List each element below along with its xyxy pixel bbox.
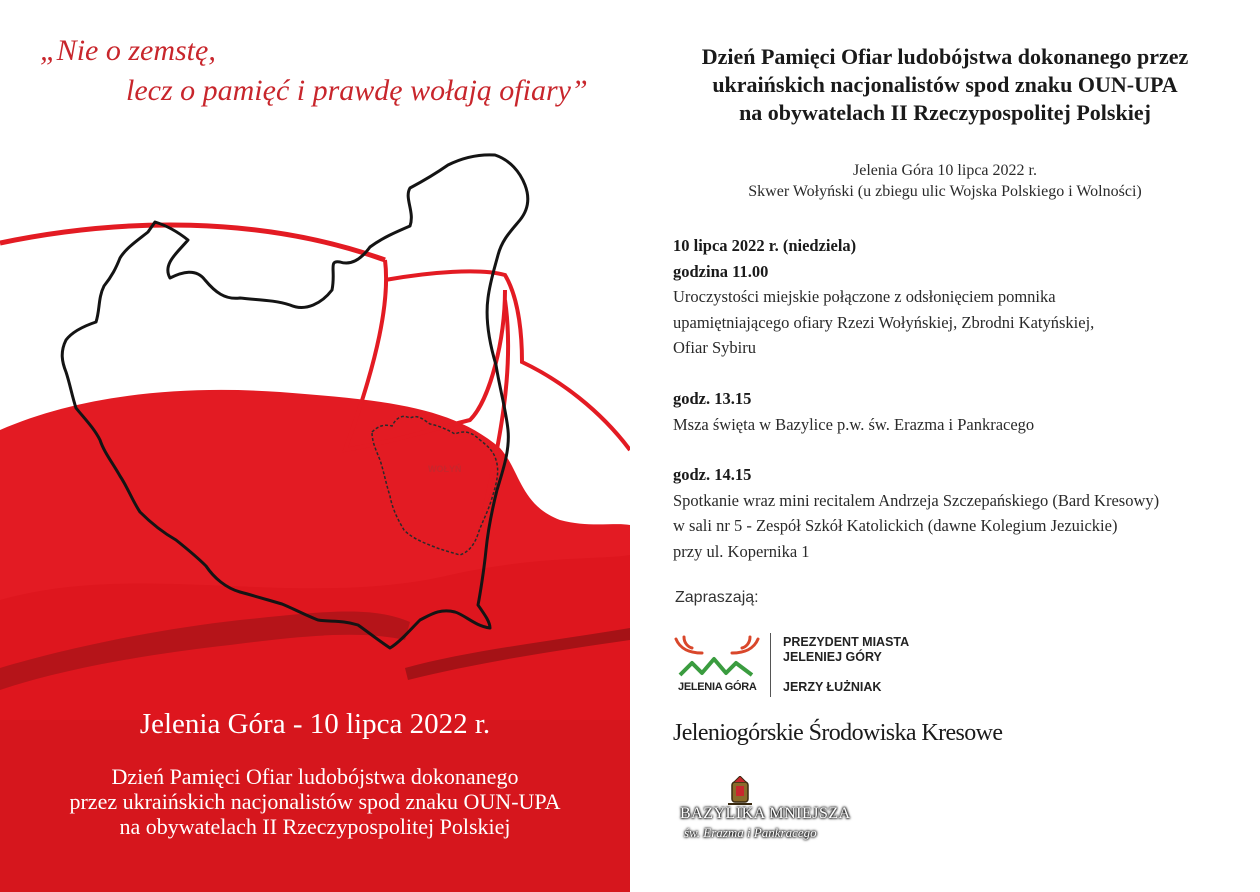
mayor-office-line: JELENIEJ GÓRY [783, 650, 882, 664]
schedule-date: 10 lipca 2022 r. (niedziela) [673, 236, 857, 255]
schedule-line: Msza święta w Bazylice p.w. św. Erazma i Pankracego [673, 414, 1035, 434]
schedule-line: Uroczystości miejskie połączone z odsłonięciem pomnika [673, 287, 1056, 306]
city-wordmark: JELENIA GÓRA [678, 681, 757, 693]
schedule-line: przy ul. Kopernika 1 [673, 541, 810, 561]
schedule-line: upamiętniającego ofiary Rzezi Wołyńskiej, Zbrodni Katyńskiej, [673, 312, 1095, 332]
map-region-label: WOŁYŃ [428, 464, 462, 474]
quote-line-2: lecz o pamięć i prawdę wołają ofiary” [126, 74, 588, 107]
poster-title-line: przez ukraińskich nacjonalistów spod znaku OUN-UPA [69, 789, 561, 814]
mayor-name: JERZY ŁUŻNIAK [783, 680, 882, 694]
event-place-date: Jelenia Góra 10 lipca 2022 r. [853, 162, 1037, 179]
schedule-line: Ofiar Sybiru [673, 338, 756, 357]
schedule-item [673, 462, 1243, 564]
poster-title-line: Dzień Pamięci Ofiar ludobójstwa dokonanego [111, 764, 519, 789]
poster-title-line: na obywatelach II Rzeczypospolitej Polskiej [119, 814, 511, 839]
quote-line-1: „Nie o zemstę, [40, 34, 216, 67]
schedule-time: godz. 13.15 [673, 389, 752, 408]
schedule-item [673, 386, 1243, 437]
event-details-panel [630, 0, 1260, 892]
event-title-line: ukraińskich nacjonalistów spod znaku OUN-UPA [712, 72, 1178, 97]
schedule-time: godz. 14.15 [673, 465, 752, 484]
basilica-title: BAZYLIKA MNIEJSZA [680, 805, 851, 822]
logo-divider [770, 633, 771, 697]
schedule-time: godzina 11.00 [673, 261, 769, 281]
poster-date: Jelenia Góra - 10 lipca 2022 r. [139, 708, 491, 740]
schedule-line: w sali nr 5 - Zespół Szkół Katolickich (dawne Kolegium Jezuickie) [673, 516, 1118, 535]
poster-title [0, 764, 630, 839]
event-title-line: na obywatelach II Rzeczypospolitej Polskiej [739, 100, 1151, 125]
mayor-office-line: PREZYDENT MIASTA [783, 635, 910, 649]
basilica-subtitle: św. Erazma i Pankracego [684, 825, 817, 840]
invite-label: Zapraszają: [675, 589, 759, 606]
event-location: Skwer Wołyński (u zbiegu ulic Wojska Polskiego i Wolności) [748, 183, 1142, 200]
schedule-line: Spotkanie wraz mini recitalem Andrzeja Szczepańskiego (Bard Kresowy) [673, 490, 1160, 510]
event-title [630, 43, 1260, 127]
event-title-line: Dzień Pamięci Ofiar ludobójstwa dokonanego przez [701, 44, 1189, 69]
border-arc [0, 225, 385, 260]
basilica-logo [676, 776, 856, 856]
community-organizer: Jeleniogórskie Środowiska Kresowe [673, 720, 1003, 746]
antlers-mountains-icon [672, 633, 762, 681]
event-meta [630, 160, 1260, 202]
schedule-item [673, 233, 1243, 361]
mayor-office [783, 635, 909, 665]
mayor-logo [672, 633, 972, 703]
